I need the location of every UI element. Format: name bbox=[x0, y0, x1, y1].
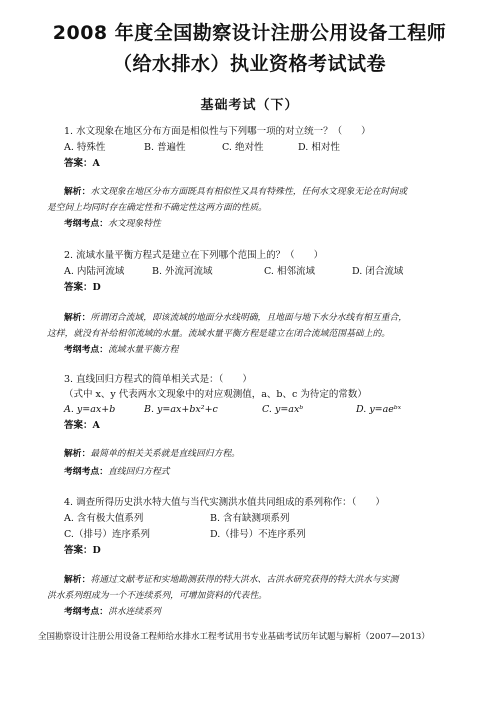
question-2-explanation-cont: 这样，就没有补给相邻流域的水量。流域水量平衡方程是建立在闭合流域范围基础上的。 bbox=[47, 329, 391, 339]
question-4-option-b: B. 含有缺测项系列 bbox=[210, 513, 290, 524]
question-2-option-c: C. 相邻流域 bbox=[264, 266, 315, 277]
question-4-option-c: C.（排号）连序系列 bbox=[64, 529, 150, 540]
exam-title-line1: 2008 年度全国勘察设计注册公用设备工程师 bbox=[52, 22, 447, 44]
question-1-option-d: D. 相对性 bbox=[298, 142, 340, 153]
question-1-explanation: 解析：水文现象在地区分布方面既具有相似性又具有特殊性，任何水文现象无论在时间或 bbox=[64, 187, 408, 197]
question-4-option-d: D.（排号）不连序系列 bbox=[210, 529, 306, 540]
question-4-key-point: 考纲考点：洪水连续系列 bbox=[64, 607, 161, 617]
exam-title-line2: （给水排水）执业资格考试试卷 bbox=[112, 53, 386, 75]
question-3-explanation: 解析：最简单的相关关系就是直线回归方程。 bbox=[64, 449, 240, 459]
question-4-answer: 答案：D bbox=[64, 545, 101, 556]
question-2-option-d: D. 闭合流域 bbox=[352, 266, 404, 277]
question-2-explanation: 解析：所谓闭合流域，即该流域的地面分水线明确，且地面与地下水分水线有相互重合， bbox=[64, 313, 408, 323]
question-3-stem-note: （式中 x、y 代表两水文现象中的对应观测值，a、b、c 为待定的常数） bbox=[64, 389, 367, 400]
question-4-option-a: A. 含有极大值系列 bbox=[64, 513, 144, 524]
question-4-explanation: 解析：将通过文献考证和实地勘测获得的特大洪水、古洪水研究获得的特大洪水与实测 bbox=[64, 575, 399, 585]
question-2-stem: 2. 流域水量平衡方程式是建立在下列哪个范围上的？（ ） bbox=[64, 250, 324, 261]
question-1-key-point: 考纲考点：水文现象特性 bbox=[64, 219, 161, 229]
question-1-explanation-cont: 是空间上均同时存在确定性和不确定性这两方面的性质。 bbox=[47, 203, 267, 213]
question-3-option-d: D. y=aeᵇˣ bbox=[356, 404, 402, 415]
question-4-stem: 4. 调查所得历史洪水特大值与当代实测洪水值共同组成的系列称作：（ ） bbox=[64, 497, 385, 508]
question-2-option-b: B. 外流河流域 bbox=[152, 266, 213, 277]
question-3-option-c: C. y=axᵇ bbox=[262, 404, 304, 415]
question-2-key-point: 考纲考点：流域水量平衡方程 bbox=[64, 345, 179, 355]
question-4-explanation-cont: 洪水系列组成为一个不连续系列，可增加资料的代表性。 bbox=[47, 591, 267, 601]
question-1-answer: 答案：A bbox=[64, 158, 100, 169]
question-3-stem: 3. 直线回归方程式的简单相关式是：（ ） bbox=[64, 374, 252, 385]
question-2-option-a: A. 内陆河流域 bbox=[64, 266, 125, 277]
question-1-option-a: A. 特殊性 bbox=[64, 142, 106, 153]
question-3-key-point: 考纲考点：直线回归方程式 bbox=[64, 467, 170, 477]
question-3-answer: 答案：A bbox=[64, 420, 100, 431]
question-1-stem: 1. 水文现象在地区分布方面是相似性与下列哪一项的对立统一？（ ） bbox=[64, 126, 371, 137]
question-3-option-a: A. y=ax+b bbox=[64, 404, 116, 415]
question-3-option-b: B. y=ax+bx²+c bbox=[144, 404, 218, 415]
exam-subtitle: 基础考试（下） bbox=[200, 98, 299, 113]
question-1-option-c: C. 绝对性 bbox=[222, 142, 264, 153]
question-1-option-b: B. 普遍性 bbox=[144, 142, 186, 153]
question-2-answer: 答案：D bbox=[64, 282, 101, 293]
page-footer: 全国勘察设计注册公用设备工程师给水排水工程考试用书专业基础考试历年试题与解析（2007—2013） bbox=[38, 632, 430, 642]
